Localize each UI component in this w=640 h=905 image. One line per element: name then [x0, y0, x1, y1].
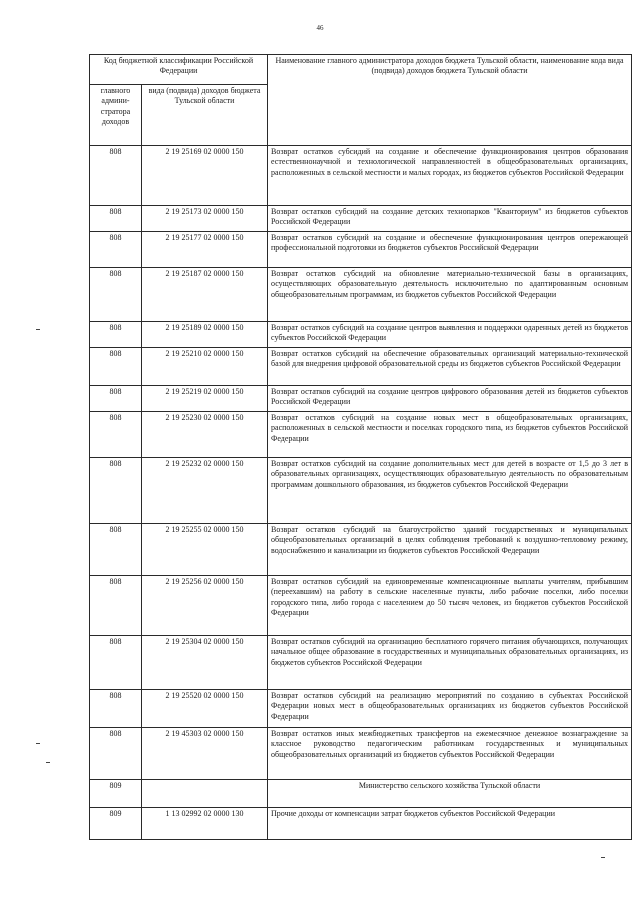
admin-code-cell: 808	[90, 412, 142, 458]
admin-code-cell: 808	[90, 728, 142, 780]
revenue-code-cell: 2 19 25177 02 0000 150	[142, 232, 268, 268]
admin-code-cell: 808	[90, 206, 142, 232]
table-row-section	[90, 780, 632, 808]
header-admin-code: главного админи-стратора доходов	[90, 85, 142, 146]
revenue-name-cell: Возврат остатков субсидий на создание новых мест в общеобразовательных организациях, расположенных в сельской местности и поселках городского типа, из бюджетов субъектов Российской Федерации	[268, 412, 632, 458]
admin-code-cell: 809	[90, 808, 142, 840]
revenue-name-cell: Возврат остатков субсидий на создание детских технопарков "Кванториум" из бюджетов субъектов Российской Федерации	[268, 206, 632, 232]
revenue-name-cell: Возврат остатков субсидий на создание дополнительных мест для детей в возрасте от 1,5 до 3 лет в образовательных организациях, осуществляющих образовательную деятельность по образовательным программам дошкольного образования, из бюджетов субъектов Российской Федерации	[268, 458, 632, 524]
revenue-name-cell: Возврат остатков субсидий на создание центров выявления и поддержки одаренных детей из бюджетов субъектов Российской Федерации	[268, 322, 632, 348]
revenue-name-cell: Прочие доходы от компенсации затрат бюджетов субъектов Российской Федерации	[268, 808, 632, 840]
revenue-code-cell: 2 19 25304 02 0000 150	[142, 636, 268, 690]
admin-code-cell: 808	[90, 146, 142, 206]
revenue-code-cell: 2 19 25173 02 0000 150	[142, 206, 268, 232]
revenue-name-cell: Возврат остатков субсидий на реализацию мероприятий по созданию в субъектах Российской Федерации новых мест в общеобразовательных организациях из бюджетов субъектов Российской Федерации	[268, 690, 632, 728]
revenue-code-cell: 2 19 25219 02 0000 150	[142, 386, 268, 412]
revenue-name-cell: Возврат остатков субсидий на создание и обеспечение функционирования центров опережающей профессиональной подготовки из бюджетов субъектов Российской Федерации	[268, 232, 632, 268]
header-budget-code: Код бюджетной классификации Российской Федерации	[90, 55, 268, 85]
administrator-section-title: Министерство сельского хозяйства Тульской области	[268, 780, 632, 808]
table-body	[90, 146, 632, 840]
table-row	[90, 524, 632, 576]
revenue-code-cell	[142, 780, 268, 808]
admin-code-cell: 808	[90, 268, 142, 322]
revenue-classification-table	[89, 54, 632, 840]
revenue-code-cell: 2 19 25230 02 0000 150	[142, 412, 268, 458]
header-administrator-name: Наименование главного администратора доходов бюджета Тульской области, наименование кода вида (подвида) доходов бюджета Тульской области	[268, 55, 632, 146]
table-row	[90, 322, 632, 348]
table-row	[90, 636, 632, 690]
admin-code-cell: 808	[90, 348, 142, 386]
table-row	[90, 206, 632, 232]
table-row	[90, 146, 632, 206]
margin-mark	[36, 743, 40, 744]
admin-code-cell: 808	[90, 458, 142, 524]
table-row	[90, 348, 632, 386]
revenue-code-cell: 2 19 25169 02 0000 150	[142, 146, 268, 206]
revenue-code-cell: 2 19 25255 02 0000 150	[142, 524, 268, 576]
admin-code-cell: 809	[90, 780, 142, 808]
revenue-code-cell: 2 19 25520 02 0000 150	[142, 690, 268, 728]
revenue-name-cell: Возврат остатков субсидий на единовременные компенсационные выплаты учителям, прибывшим (переехавшим) на работу в сельские населенные пункты, либо рабочие поселки, либо поселки городского типа, либо города с населением до 50 тысяч человек, из бюджетов субъектов Российской Федерации	[268, 576, 632, 636]
revenue-name-cell: Возврат остатков субсидий на благоустройство зданий государственных и муниципальных общеобразовательных организаций в целях соблюдения требований к воздушно-тепловому режиму, водоснабжению и канализации из бюджетов субъектов Российской Федерации	[268, 524, 632, 576]
revenue-code-cell: 2 19 25187 02 0000 150	[142, 268, 268, 322]
table-row	[90, 268, 632, 322]
revenue-code-cell: 2 19 25210 02 0000 150	[142, 348, 268, 386]
table-row	[90, 232, 632, 268]
revenue-name-cell: Возврат остатков субсидий на обновление материально-технической базы в организациях, осуществляющих образовательную деятельность исключительно по адаптированным основным общеобразовательным программам, из бюджетов субъектов Российской Федерации	[268, 268, 632, 322]
margin-mark	[36, 329, 40, 330]
revenue-name-cell: Возврат остатков иных межбюджетных трансфертов на ежемесячное денежное вознаграждение за классное руководство педагогическим работникам государственных и муниципальных общеобразовательных организаций из бюджетов субъектов Российской Федерации	[268, 728, 632, 780]
admin-code-cell: 808	[90, 386, 142, 412]
revenue-name-cell: Возврат остатков субсидий на создание центров цифрового образования детей из бюджетов субъектов Российской Федерации	[268, 386, 632, 412]
admin-code-cell: 808	[90, 576, 142, 636]
admin-code-cell: 808	[90, 232, 142, 268]
margin-mark	[601, 857, 605, 858]
revenue-code-cell: 1 13 02992 02 0000 130	[142, 808, 268, 840]
table-row	[90, 412, 632, 458]
admin-code-cell: 808	[90, 690, 142, 728]
admin-code-cell: 808	[90, 322, 142, 348]
table-row	[90, 576, 632, 636]
revenue-code-cell: 2 19 45303 02 0000 150	[142, 728, 268, 780]
admin-code-cell: 808	[90, 524, 142, 576]
revenue-code-cell: 2 19 25256 02 0000 150	[142, 576, 268, 636]
table-row	[90, 808, 632, 840]
page-number: 46	[316, 24, 324, 32]
table-row	[90, 458, 632, 524]
revenue-code-cell: 2 19 25189 02 0000 150	[142, 322, 268, 348]
revenue-name-cell: Возврат остатков субсидий на организацию бесплатного горячего питания обучающихся, получающих начальное общее образование в государственных и муниципальных образовательных организациях, из бюджетов субъектов Российской Федерации	[268, 636, 632, 690]
table-row	[90, 386, 632, 412]
revenue-name-cell: Возврат остатков субсидий на создание и обеспечение функционирования центров образования естественнонаучной и технологической направленностей в общеобразовательных организациях, расположенных в сельской местности и малых городах, из бюджетов субъектов Российской Федерации	[268, 146, 632, 206]
revenue-name-cell: Возврат остатков субсидий на обеспечение образовательных организаций материально-технической базой для внедрения цифровой образовательной среды из бюджетов субъектов Российской Федерации	[268, 348, 632, 386]
header-revenue-type-code: вида (подвида) доходов бюджета Тульской области	[142, 85, 268, 146]
revenue-code-cell: 2 19 25232 02 0000 150	[142, 458, 268, 524]
margin-mark	[46, 762, 50, 763]
table-row	[90, 728, 632, 780]
table-row	[90, 690, 632, 728]
admin-code-cell: 808	[90, 636, 142, 690]
